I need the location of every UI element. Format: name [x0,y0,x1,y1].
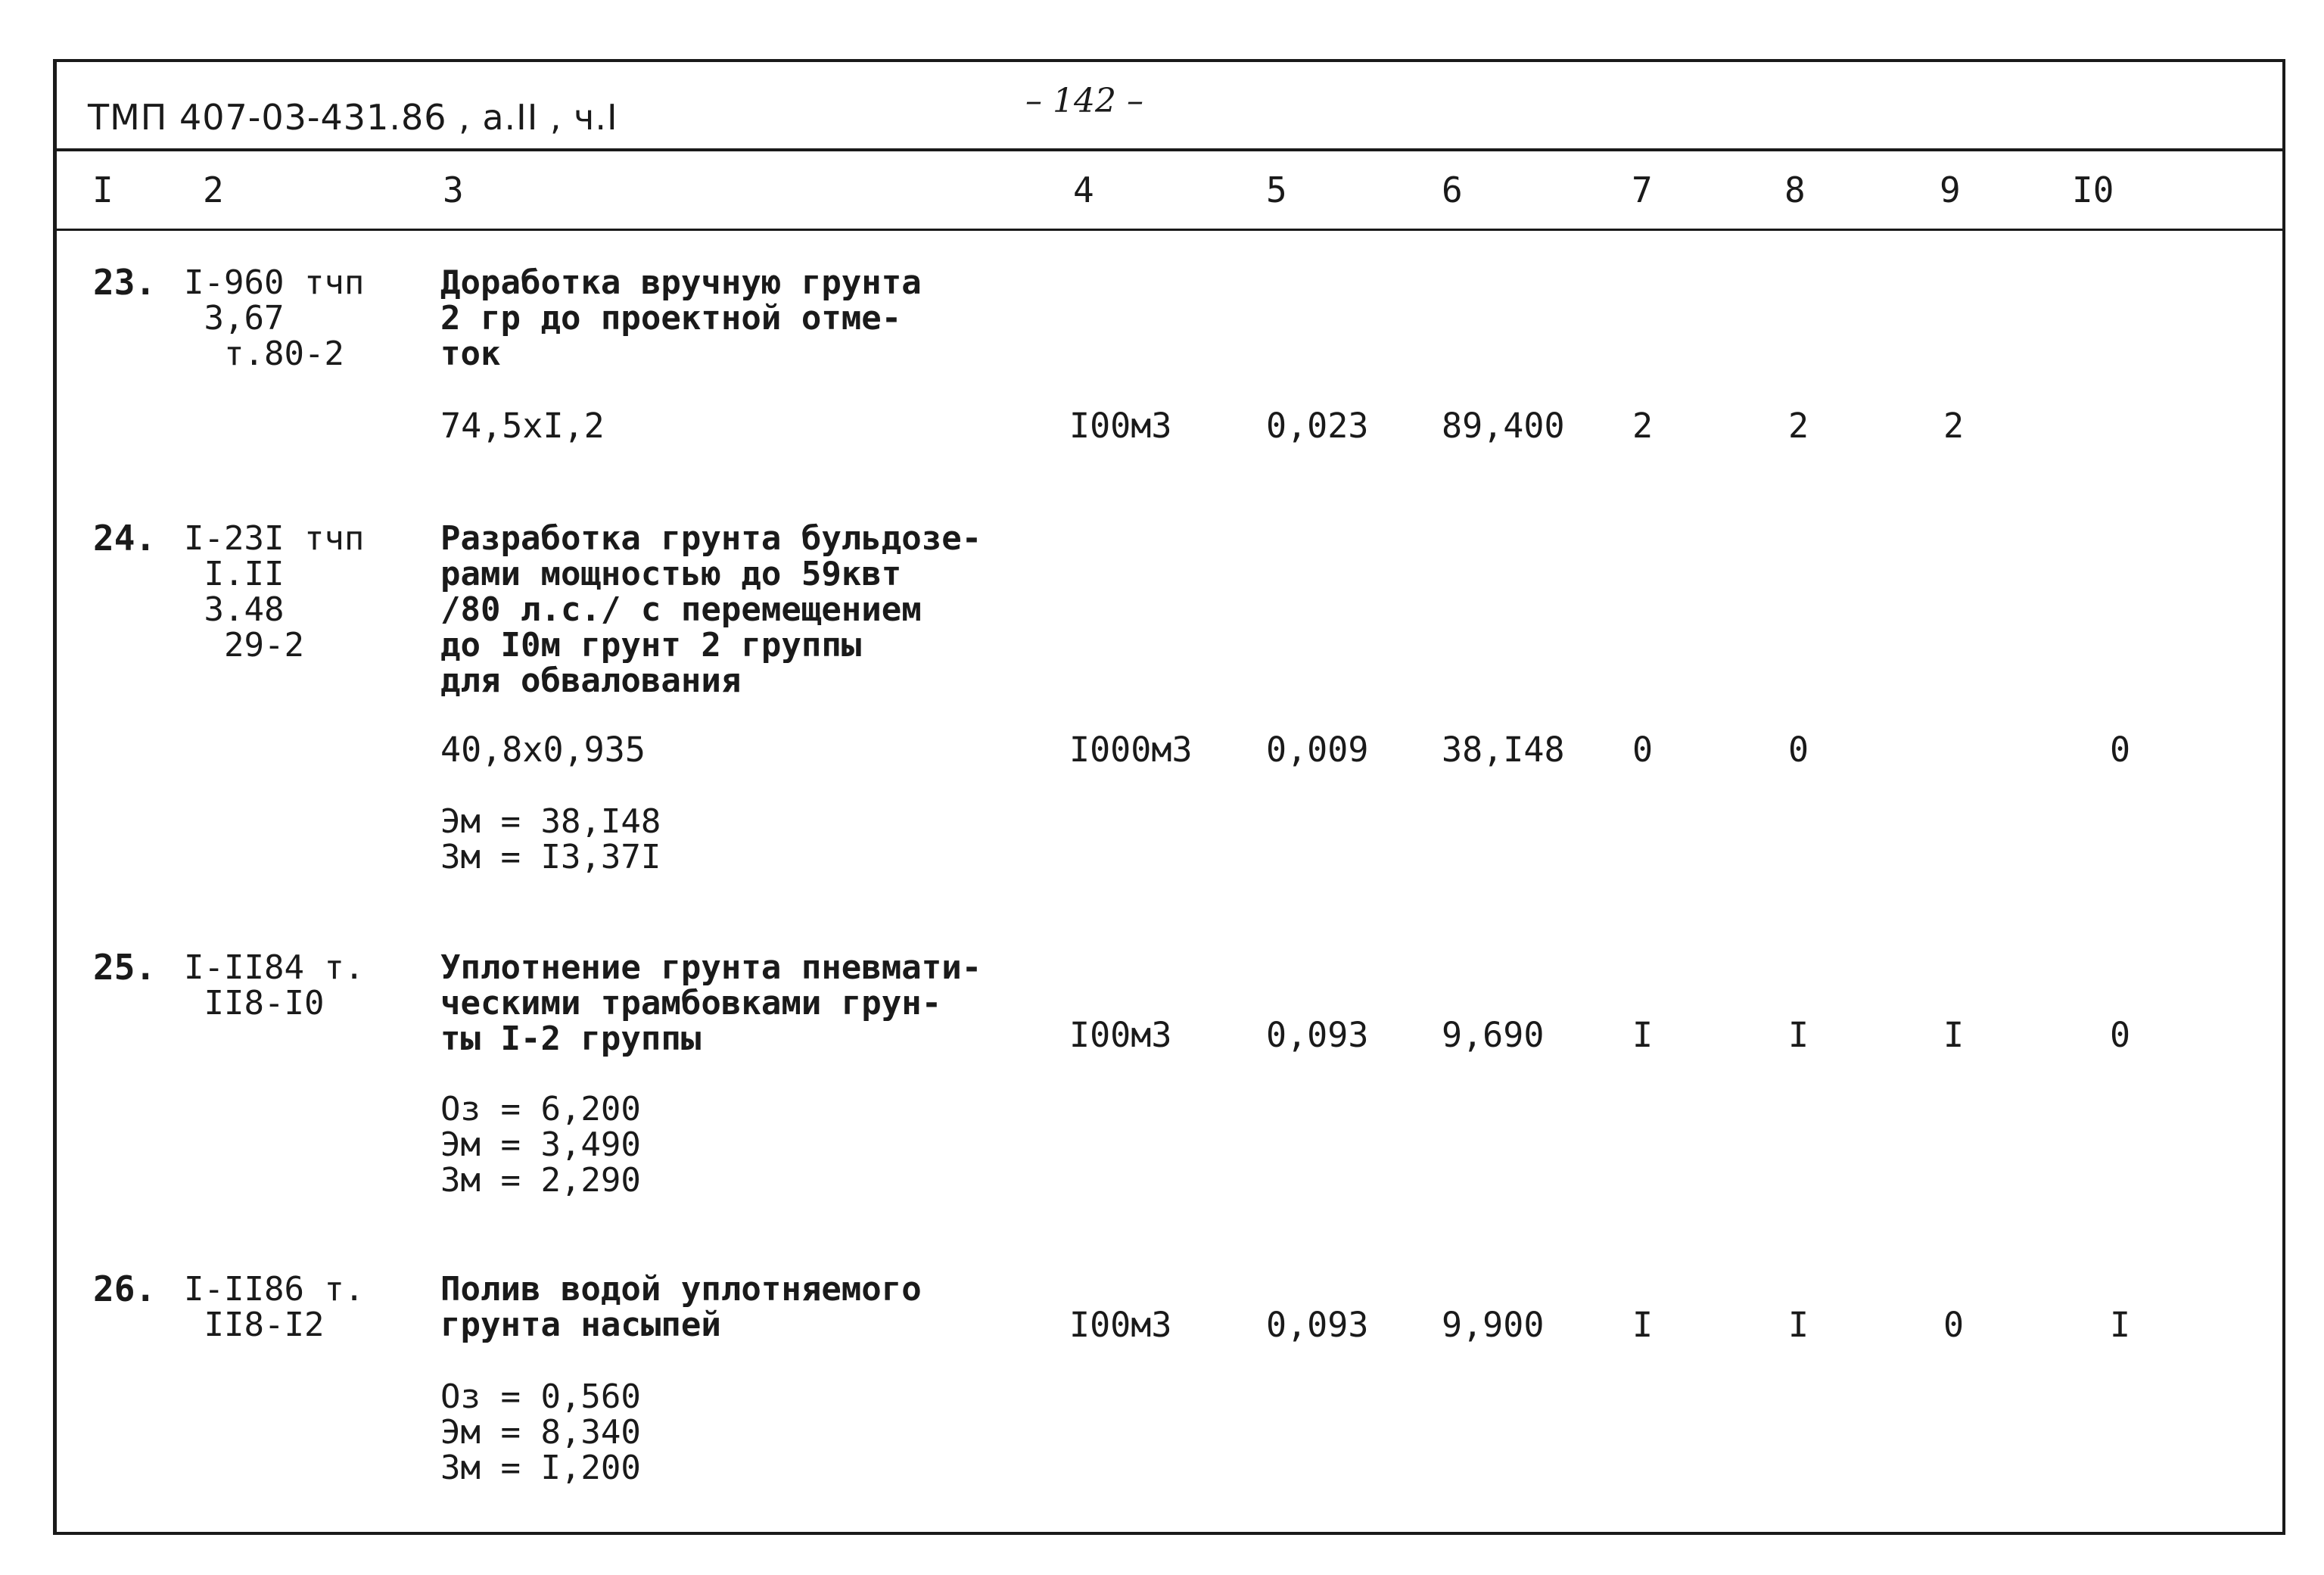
cost-breakdown: Эм = 38,I48 Зм = I3,37I [440,802,661,876]
row-number: 24. [93,518,157,559]
col-7-value: 2 [1632,406,1654,446]
col-header-2: 2 [203,170,224,210]
norm-code: I-960 тчп 3,67 т.80-2 [184,263,365,373]
unit-price: 38,I48 [1442,730,1565,770]
col-7-value: I [1632,1305,1654,1345]
unit: I000м3 [1069,730,1193,770]
col-header-1: I [92,170,114,210]
col-8-value: I [1788,1305,1809,1345]
unit: I00м3 [1069,1015,1172,1055]
col-8-value: 0 [1788,730,1809,770]
col-10-value: 0 [2110,730,2131,770]
norm-code: I-II84 т. II8-I0 [184,948,365,1023]
quantity: 0,009 [1266,730,1369,770]
document-reference: ТМП 407-03-431.86 , а.II , ч.I [88,97,618,138]
col-header-10: I0 [2072,170,2114,210]
unit: I00м3 [1069,1305,1172,1345]
row-number: 23. [93,262,157,303]
page-number: – 142 – [1025,82,1143,120]
row-number: 26. [93,1268,157,1309]
col-header-6: 6 [1442,170,1463,210]
header-rule [53,148,2285,151]
row-number: 25. [93,947,157,988]
col-10-value: 0 [2110,1015,2131,1055]
col-7-value: I [1632,1015,1654,1055]
norm-code: I-23I тчп I.II 3.48 29-2 [184,519,365,665]
quantity-formula: 40,8х0,935 [440,730,646,770]
col-header-5: 5 [1266,170,1287,210]
col-9-value: I [1943,1015,1965,1055]
col-8-value: 2 [1788,406,1809,446]
col-header-7: 7 [1632,170,1653,210]
column-header-rule [53,229,2285,231]
col-header-4: 4 [1073,170,1094,210]
unit: I00м3 [1069,406,1172,446]
col-header-8: 8 [1784,170,1806,210]
col-header-3: 3 [443,170,464,210]
work-description: Уплотнение грунта пневмати- ческими трамбовками грун- ты I-2 группы [440,948,982,1058]
unit-price: 9,690 [1442,1015,1545,1055]
quantity: 0,093 [1266,1015,1369,1055]
quantity-formula: 74,5хI,2 [440,406,605,446]
col-7-value: 0 [1632,730,1654,770]
col-10-value: I [2110,1305,2131,1345]
work-description: Доработка вручную грунта 2 гр до проектной отме- ток [440,263,922,373]
work-description: Полив водой уплотняемого грунта насыпей [440,1270,922,1344]
col-9-value: 0 [1943,1305,1965,1345]
col-9-value: 2 [1943,406,1965,446]
unit-price: 9,900 [1442,1305,1545,1345]
quantity: 0,093 [1266,1305,1369,1345]
work-description: Разработка грунта бульдозе- рами мощностью до 59квт /80 л.с./ с перемещением до I0м грунт 2 группы для обвалования [440,519,982,700]
unit-price: 89,400 [1442,406,1565,446]
col-8-value: I [1788,1015,1809,1055]
cost-breakdown: Оз = 6,200 Эм = 3,490 Зм = 2,290 [440,1090,641,1200]
quantity: 0,023 [1266,406,1369,446]
col-header-9: 9 [1940,170,1961,210]
cost-breakdown: Оз = 0,560 Эм = 8,340 Зм = I,200 [440,1377,641,1487]
norm-code: I-II86 т. II8-I2 [184,1270,365,1344]
